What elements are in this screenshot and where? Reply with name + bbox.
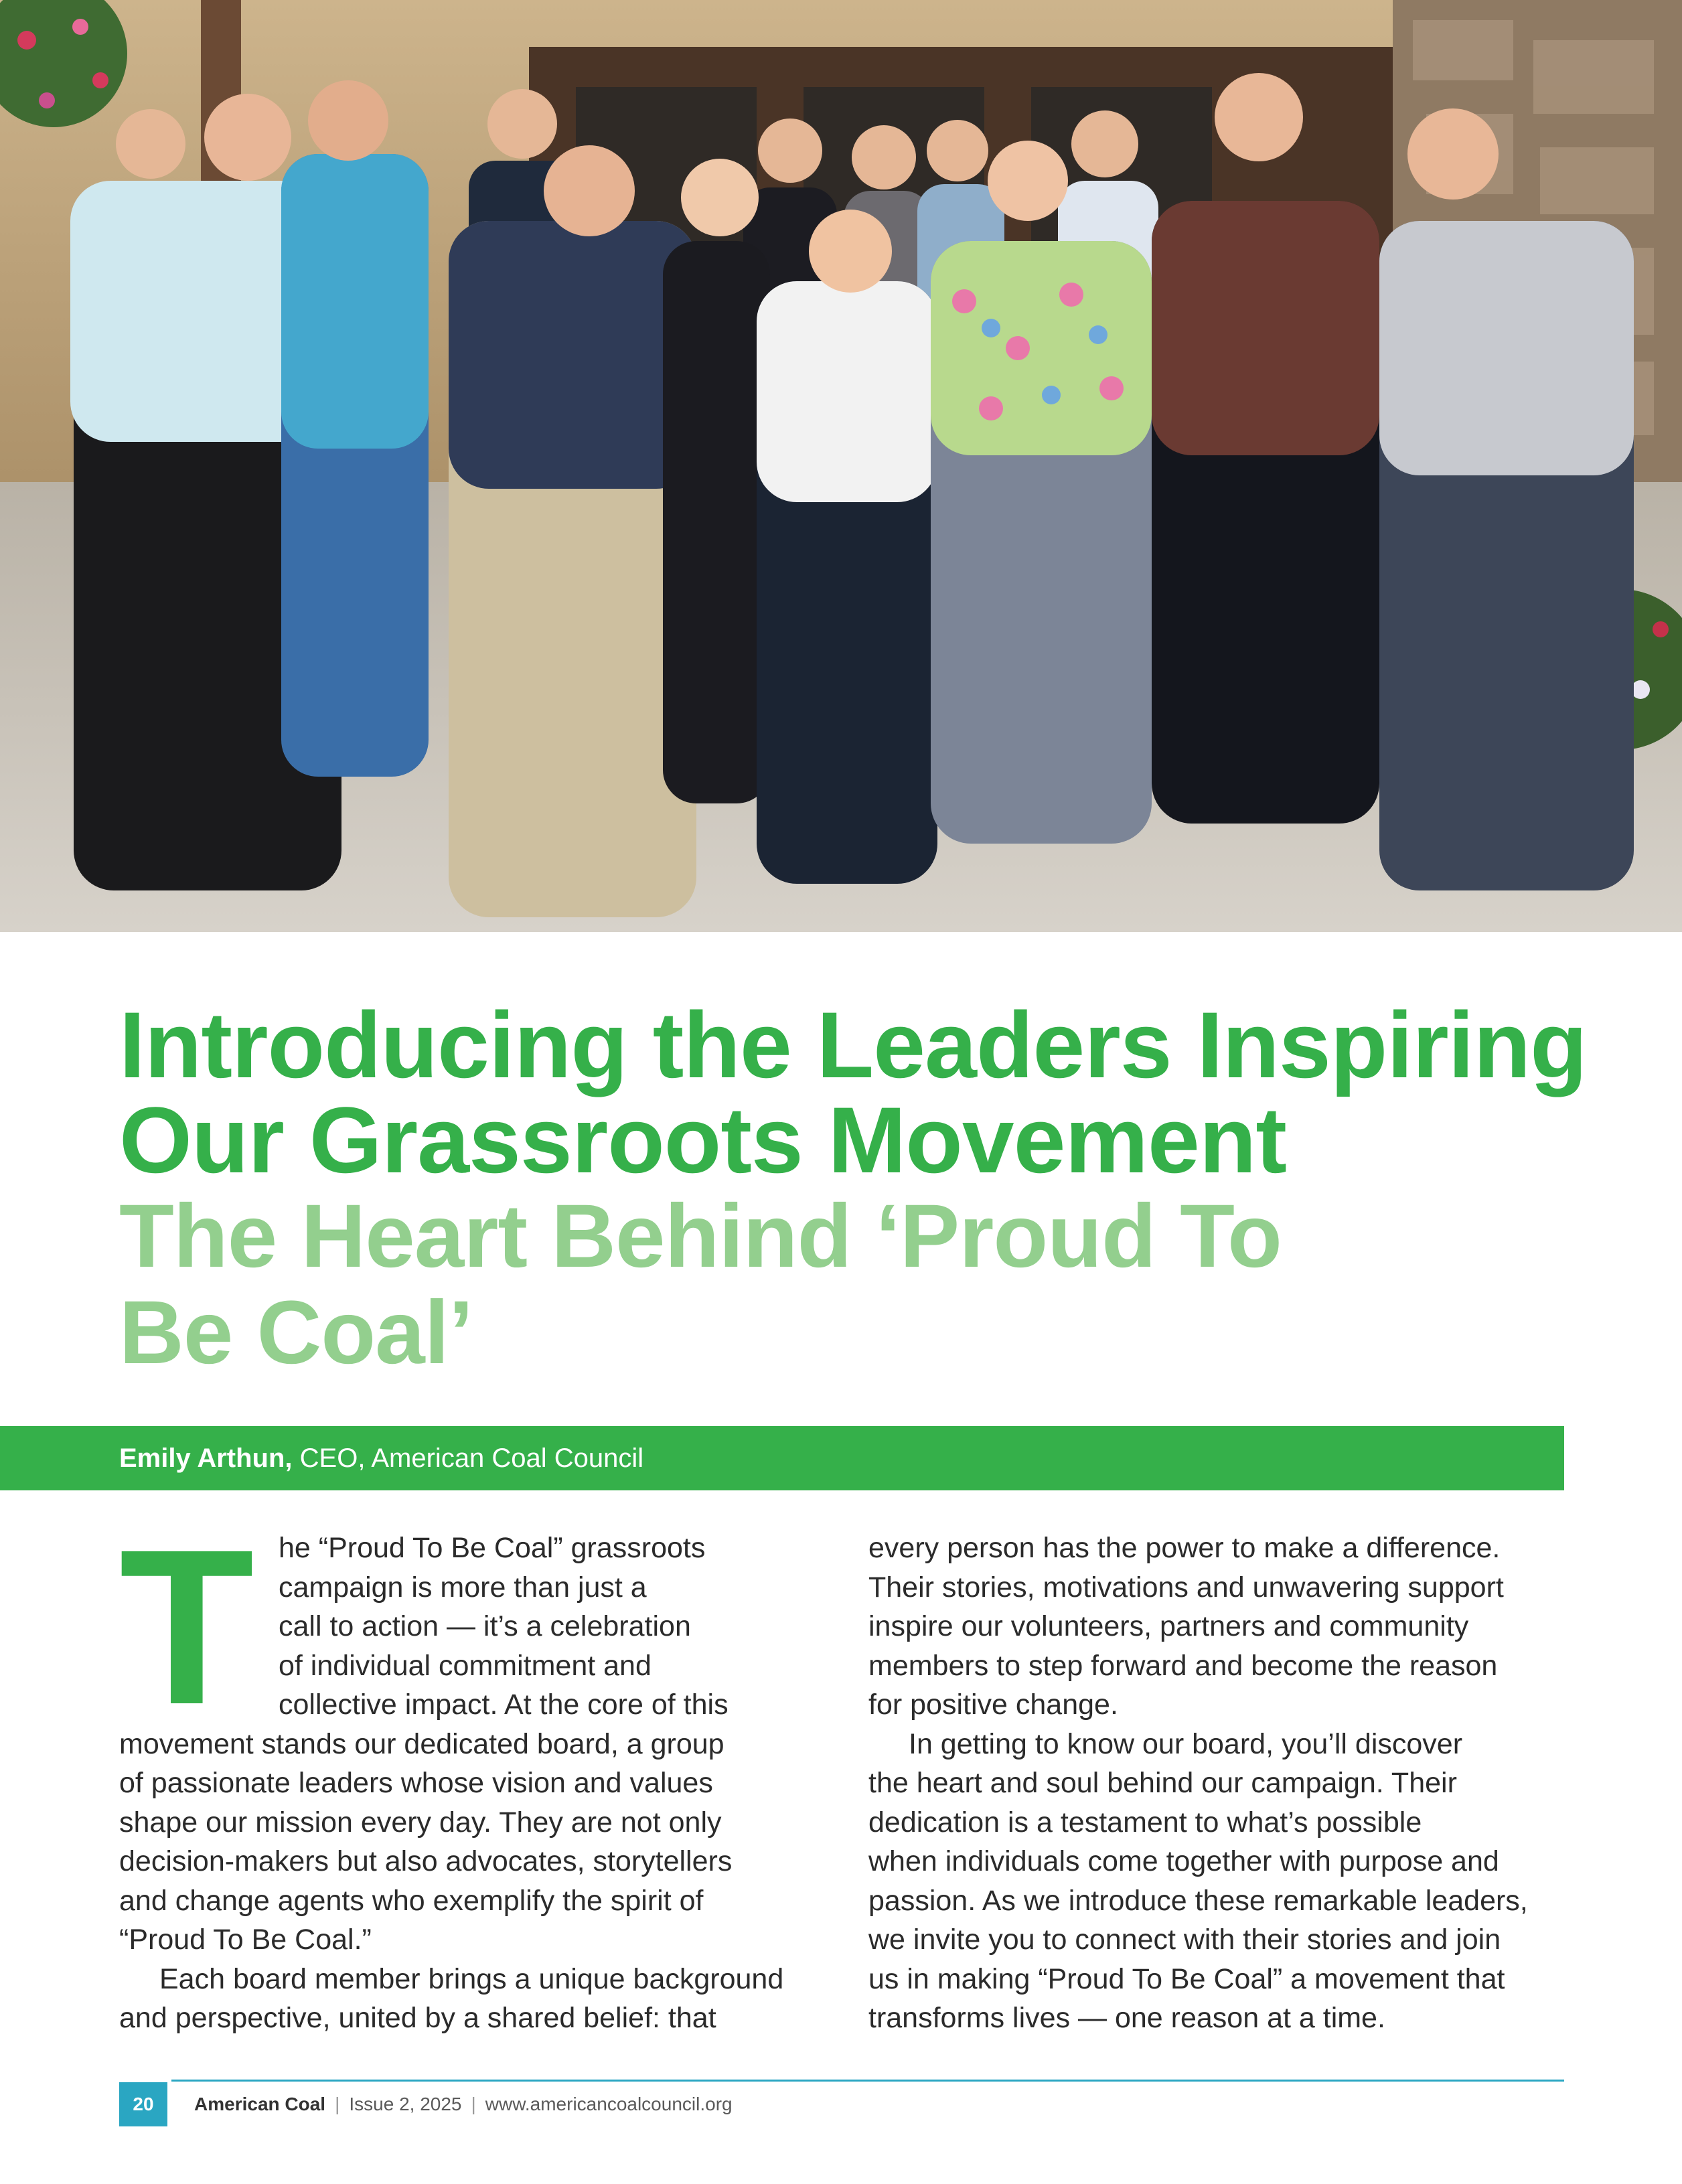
body-line: “Proud To Be Coal.” (119, 1924, 372, 1956)
body-line: and perspective, united by a shared belief: that (119, 2002, 716, 2034)
body-line: of passionate leaders whose vision and values (119, 1767, 713, 1799)
body-line: passion. As we introduce these remarkable leaders, (868, 1884, 1528, 1917)
body-line: collective impact. At the core of this (279, 1689, 729, 1721)
website-link[interactable]: www.americancoalcouncil.org (485, 2094, 733, 2114)
footer-separator: | (335, 2094, 340, 2114)
body-line: of individual commitment and (279, 1649, 652, 1682)
publication-name: American Coal (194, 2094, 326, 2114)
body-line: us in making “Proud To Be Coal” a movement that (868, 1962, 1505, 1995)
body-line: for positive change. (868, 1689, 1118, 1721)
body-line: he “Proud To Be Coal” grassroots (279, 1532, 706, 1564)
body-line: we invite you to connect with their stories and join (868, 1924, 1501, 1956)
footer-rule (171, 2080, 1564, 2082)
body-column-right (868, 1529, 1592, 2038)
body-line: campaign is more than just a (279, 1571, 647, 1604)
body-line: Each board member brings a unique background (159, 1962, 784, 1995)
body-column-left (119, 1503, 842, 2038)
byline (119, 1426, 643, 1490)
body-line: the heart and soul behind our campaign. Their (868, 1767, 1457, 1799)
body-line: inspire our volunteers, partners and community (868, 1610, 1469, 1642)
group-photo (0, 0, 1682, 932)
author-role: CEO, American Coal Council (292, 1444, 644, 1473)
body-line: decision-makers but also advocates, storytellers (119, 1845, 733, 1877)
body-line: members to step forward and become the reason (868, 1649, 1498, 1682)
article-title-line-1: Introducing the Leaders Inspiring (119, 992, 1587, 1097)
body-line: In getting to know our board, you’ll discover (909, 1727, 1463, 1760)
article-title-line-2: Our Grassroots Movement (119, 1087, 1286, 1192)
body-line: Their stories, motivations and unwavering support (868, 1571, 1504, 1604)
article-subtitle-line-1: The Heart Behind ‘Proud To (119, 1186, 1282, 1286)
body-line: shape our mission every day. They are not only (119, 1806, 722, 1839)
footer-info (194, 2082, 733, 2126)
article-subtitle (119, 1188, 1579, 1381)
body-line: dedication is a testament to what’s possible (868, 1806, 1422, 1839)
body-line: transforms lives — one reason at a time. (868, 2002, 1385, 2034)
body-line: call to action — it’s a celebration (279, 1610, 691, 1642)
body-line: and change agents who exemplify the spirit of (119, 1884, 704, 1917)
drop-cap: T (119, 1503, 254, 1750)
article-subtitle-line-2: Be Coal’ (119, 1283, 473, 1383)
author-name: Emily Arthun, (119, 1444, 293, 1473)
group-photo-icon (0, 0, 1682, 932)
page-number: 20 (119, 2082, 167, 2126)
article-title (119, 992, 1587, 1192)
body-line: movement stands our dedicated board, a group (119, 1727, 724, 1760)
issue-label: Issue 2, 2025 (349, 2094, 462, 2114)
byline-bar (0, 1426, 1564, 1490)
body-line: every person has the power to make a difference. (868, 1532, 1501, 1564)
body-line: when individuals come together with purpose and (868, 1845, 1499, 1877)
footer-separator: | (471, 2094, 476, 2114)
